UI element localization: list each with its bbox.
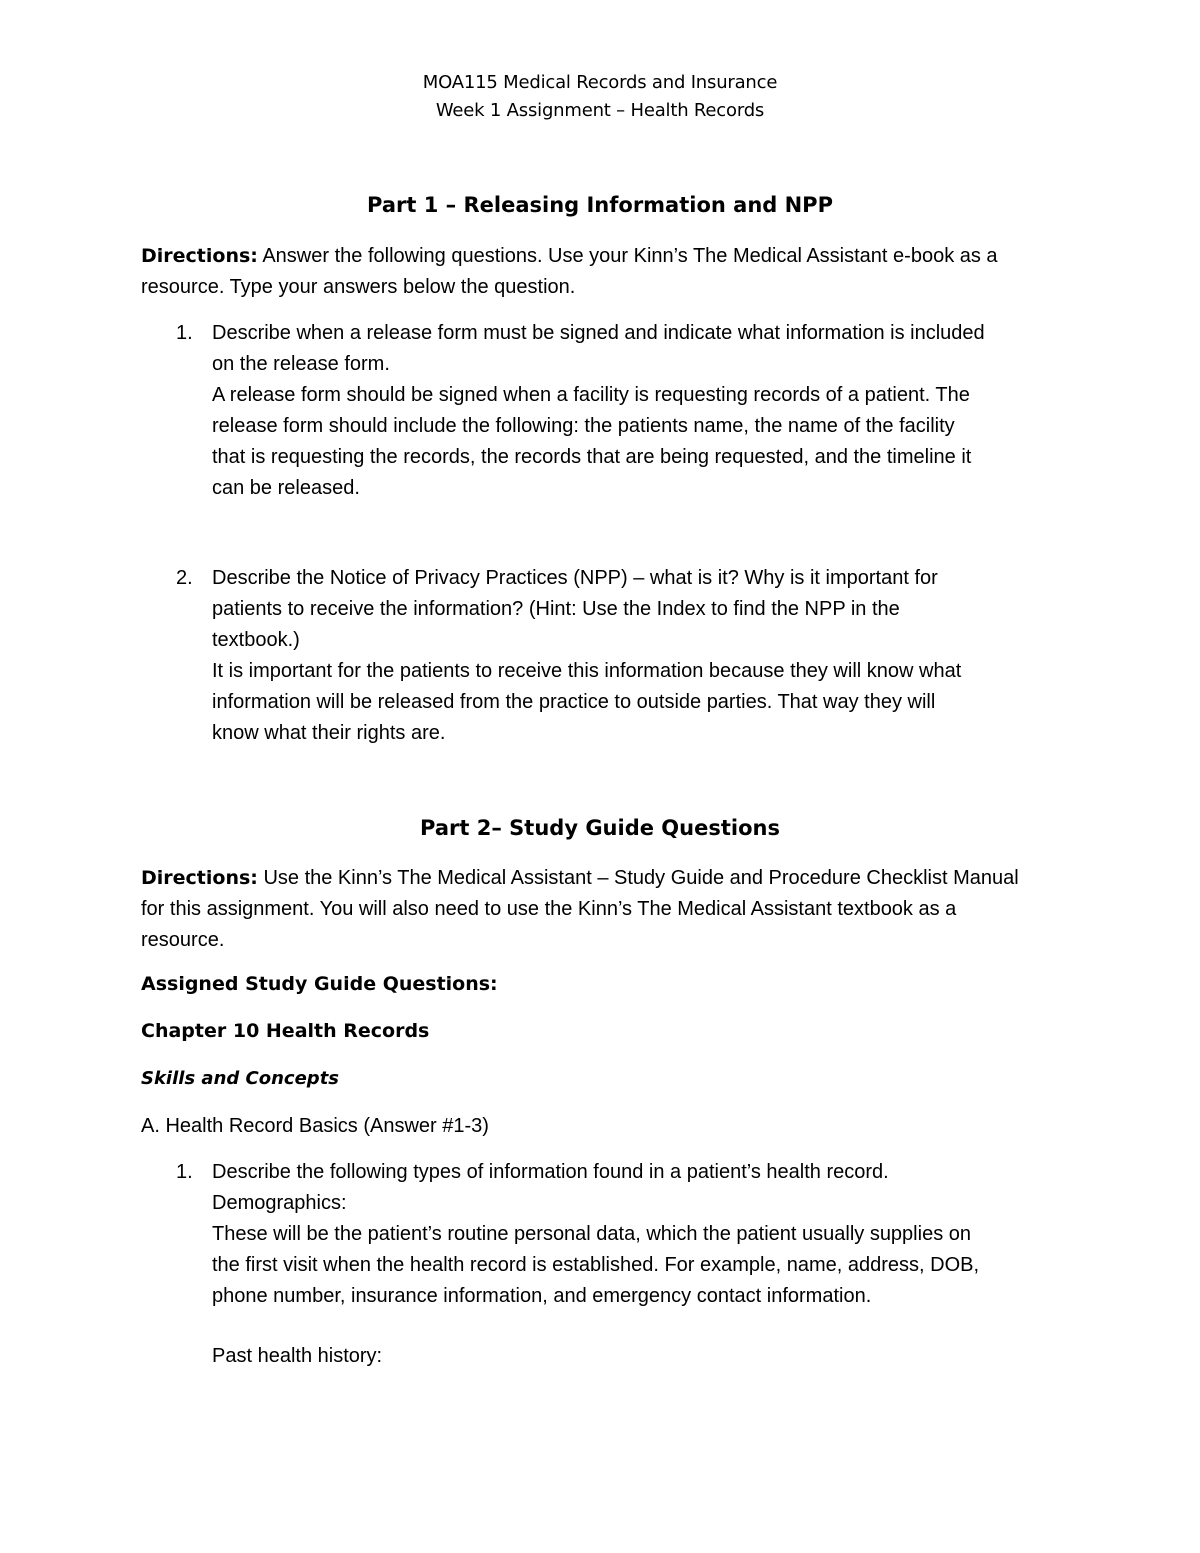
part1-directions-label: Directions:	[141, 245, 258, 267]
part1-q1-answer-line: release form should include the following: the patients name, the name of the facility	[212, 415, 955, 437]
part2-title: Part 2– Study Guide Questions	[420, 816, 780, 840]
part2-q1-answer-line: phone number, insurance information, and emergency contact information.	[212, 1285, 872, 1307]
part2-directions-label: Directions:	[141, 867, 258, 889]
part2-q1-line: Describe the following types of information found in a patient’s health record.	[212, 1161, 889, 1183]
section-a-heading: A. Health Record Basics (Answer #1-3)	[141, 1115, 489, 1137]
part2-directions-text-2: for this assignment. You will also need to use the Kinn’s The Medical Assistant textbook as a	[141, 898, 957, 920]
part1-q1-answer-line: can be released.	[212, 477, 360, 499]
part1-directions-text-1: Answer the following questions. Use your Kinn’s The Medical Assistant e-book as a	[257, 245, 998, 267]
part2-q1-answer-line: the first visit when the health record is established. For example, name, address, DOB,	[212, 1254, 980, 1276]
part1-q2-line: Describe the Notice of Privacy Practices (NPP) – what is it? Why is it important for	[212, 567, 938, 589]
part1-q2-answer-line: information will be released from the practice to outside parties. That way they will	[212, 691, 936, 713]
part1-q2-answer-line: It is important for the patients to receive this information because they will know what	[212, 660, 962, 682]
part2-q1-line: Demographics:	[212, 1192, 347, 1214]
part1-q2	[212, 563, 1062, 749]
part2-directions	[141, 863, 1061, 956]
chapter-heading: Chapter 10 Health Records	[141, 1020, 430, 1042]
part1-q1-number: 1.	[176, 322, 193, 344]
part1-directions-text-2: resource. Type your answers below the question.	[141, 276, 576, 298]
part1-q1-answer-line: A release form should be signed when a facility is requesting records of a patient. The	[212, 384, 970, 406]
part1-q1-answer-line: that is requesting the records, the records that are being requested, and the timeline it	[212, 446, 972, 468]
assigned-questions-heading: Assigned Study Guide Questions:	[141, 973, 498, 995]
part1-directions	[141, 241, 1061, 303]
part1-q1-line: Describe when a release form must be signed and indicate what information is included	[212, 322, 985, 344]
course-title: MOA115 Medical Records and Insurance	[422, 72, 778, 93]
skills-heading: Skills and Concepts	[141, 1068, 340, 1089]
past-health-history-label: Past health history:	[212, 1345, 383, 1367]
part2-q1-answer-line: These will be the patient’s routine personal data, which the patient usually supplies on	[212, 1223, 971, 1245]
part1-q2-number: 2.	[176, 567, 193, 589]
part2-q1-number: 1.	[176, 1161, 193, 1183]
part1-q2-line: textbook.)	[212, 629, 300, 651]
part2-directions-text-3: resource.	[141, 929, 225, 951]
part2-q1	[212, 1157, 1062, 1312]
part1-title: Part 1 – Releasing Information and NPP	[367, 193, 833, 217]
part1-q2-answer-line: know what their rights are.	[212, 722, 446, 744]
part1-q1	[212, 318, 1062, 504]
assignment-title: Week 1 Assignment – Health Records	[435, 100, 765, 121]
part1-q1-line: on the release form.	[212, 353, 390, 375]
part2-directions-text-1: Use the Kinn’s The Medical Assistant – Study Guide and Procedure Checklist Manual	[257, 867, 1019, 889]
part1-q2-line: patients to receive the information? (Hint: Use the Index to find the NPP in the	[212, 598, 900, 620]
